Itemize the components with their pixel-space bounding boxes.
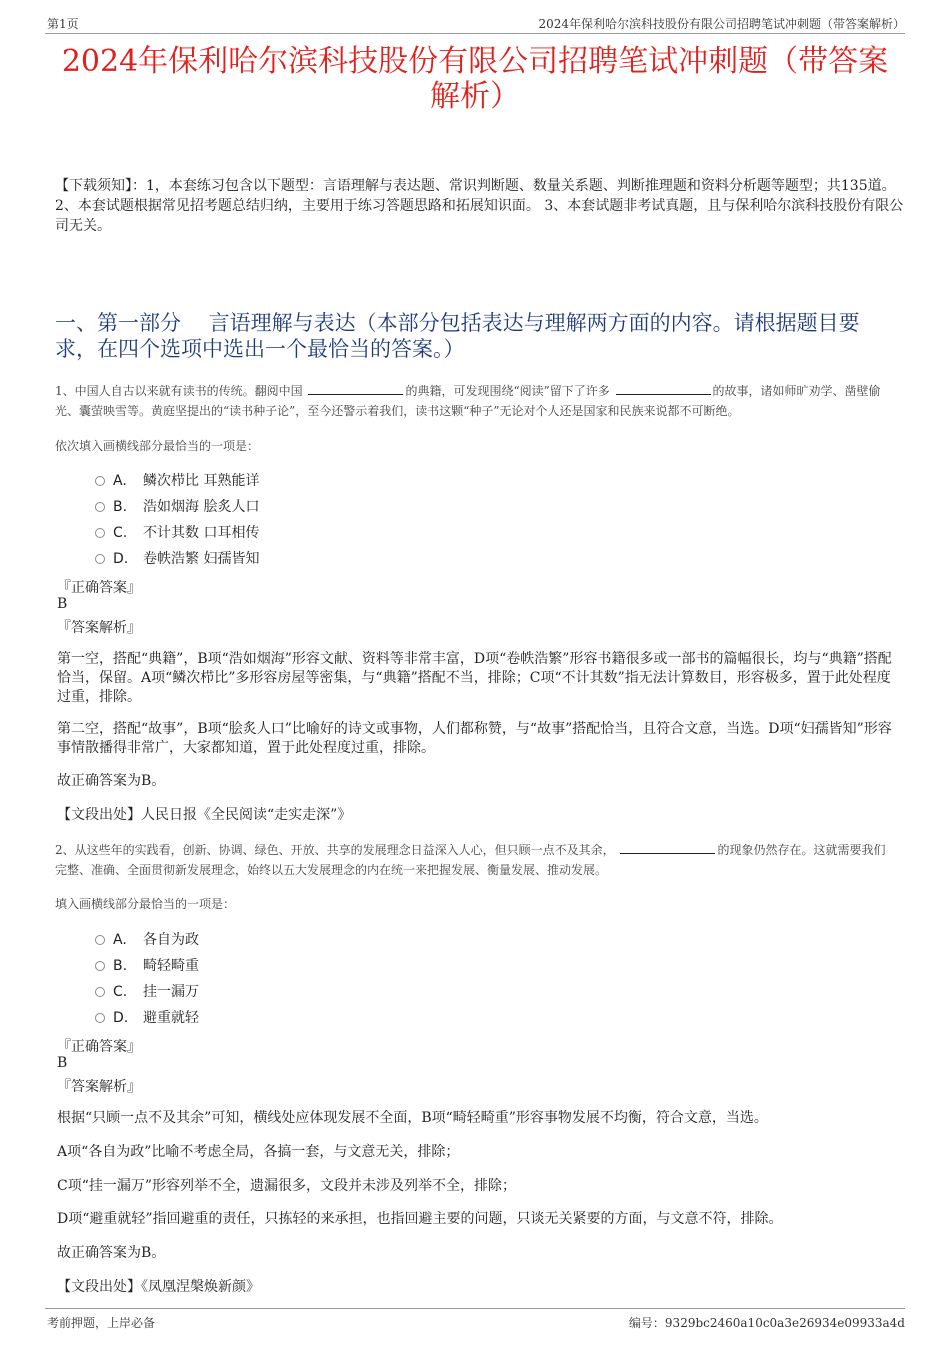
stem-part: 的典籍，可发现围绕“阅读”留下了许多 [405,384,614,398]
stem-part: 的故事，诸如师旷劝学、凿壁偷光、囊萤映雪等。黄庭坚提出的“读书种子论”，至今还警示着我们，读书这颗“种子”无论对个人还是国家和民族来说都不可断绝。 [55,384,881,418]
question-1-stem [55,381,895,421]
answer-label: 『正确答案』 [57,580,141,596]
analysis-paragraph: D项“避重就轻”指回避重的责任，只拣轻的来承担，也指回避主要的问题，只谈无关紧要的方面，与文意不符，排除。 [57,1211,783,1227]
option-text: 鳞次栉比 耳熟能详 [143,473,260,489]
option-letter: A. [113,473,127,489]
option-letter: C. [113,984,128,1000]
blank-line [620,841,715,854]
stem-part: 的现象仍然存在。这就需要我们完整、准确、全面贯彻新发展理念，始终以五大发展理念的内在统一来把握发展、衡量发展、推动发展。 [55,843,886,877]
option-text: 各自为政 [143,932,199,948]
option-text: 不计其数 口耳相传 [143,525,260,541]
document-title [40,44,910,114]
blank-line [616,382,711,395]
header-divider [45,33,905,34]
option-b[interactable] [95,956,199,976]
option-text: 挂一漏万 [143,984,199,1000]
blank-line [308,382,403,395]
section-heading: 一、第一部分 言语理解与表达（本部分包括表达与理解两方面的内容。请根据题目要求，在四个选项中选出一个最恰当的答案。） [55,311,860,361]
option-d[interactable] [95,1008,199,1028]
analysis-label: 『答案解析』 [57,620,141,636]
option-text: 畸轻畸重 [143,958,199,974]
stem-part: 2、从这些年的实践看，创新、协调、绿色、开放、共享的发展理念日益深入人心，但只顾一点不及其余， [55,843,619,857]
analysis-paragraph: 根据“只顾一点不及其余”可知，横线处应体现发展不全面，B项“畸轻畸重”形容事物发展不均衡，符合文意，当选。 [57,1110,768,1126]
option-d[interactable] [95,549,259,569]
option-b[interactable] [95,497,259,517]
source-citation: 【文段出处】人民日报《全民阅读“走实走深”》 [57,807,352,823]
option-text: 卷帙浩繁 妇孺皆知 [143,551,260,567]
radio-icon[interactable] [95,935,105,945]
radio-icon[interactable] [95,1013,105,1023]
radio-icon[interactable] [95,476,105,486]
radio-icon[interactable] [95,987,105,997]
option-text: 避重就轻 [143,1010,199,1026]
footer-slogan: 考前押题，上岸必备 [47,1316,156,1330]
radio-icon[interactable] [95,961,105,971]
option-letter: C. [113,525,128,541]
option-letter: B. [113,499,128,515]
answer-value: B [57,1055,68,1071]
option-letter: D. [113,1010,129,1026]
analysis-label: 『答案解析』 [57,1079,141,1095]
analysis-conclusion: 故正确答案为B。 [57,1245,166,1261]
page-number: 第1页 [47,17,79,31]
stem-part: 1、中国人自古以来就有读书的传统。翻阅中国 [55,384,307,398]
option-c[interactable] [95,523,259,543]
download-notice: 【下载须知】：1，本套练习包含以下题型：言语理解与表达题、常识判断题、数量关系题、判断推理题和资料分析题等题型；共135道。 2、本套试题根据常见招考题总结归纳，主要用于练习答题思路和拓展知识面。 3、本套试题非考试真题，且与保利哈尔滨科技股份有限公司无关。 [55,178,904,234]
answer-label: 『正确答案』 [57,1039,141,1055]
option-c[interactable] [95,982,199,1002]
analysis-paragraph: C项“挂一漏万”形容列举不全，遗漏很多，文段并未涉及列举不全，排除； [57,1178,517,1194]
title-line-2: 解析） [430,79,520,114]
question-2-prompt: 填入画横线部分最恰当的一项是： [55,897,236,911]
analysis-paragraph: 第二空，搭配“故事”，B项“脍炙人口”比喻好的诗文或事物，人们都称赞，与“故事”搭配恰当，且符合文意，当选。D项“妇孺皆知”形容事情散播得非常广，大家都知道，置于此处程度过重，排除。 [57,721,892,756]
radio-icon[interactable] [95,502,105,512]
option-a[interactable] [95,471,259,491]
option-letter: B. [113,958,128,974]
option-letter: A. [113,932,127,948]
analysis-paragraph: A项“各自为政”比喻不考虑全局，各搞一套，与文意无关，排除； [57,1144,460,1160]
source-citation: 【文段出处】《凤凰涅槃焕新颜》 [57,1279,260,1295]
radio-icon[interactable] [95,554,105,564]
analysis-paragraph: 第一空，搭配“典籍”，B项“浩如烟海”形容文献、资料等非常丰富，D项“卷帙浩繁”形容书籍很多或一部书的篇幅很长，均与“典籍”搭配恰当，保留。A项“鳞次栉比”多形容房屋等密集，与“典籍”搭配不当，排除；C项“不计其数”指无法计算数目，形容极多，置于此处程度过重，排除。 [57,651,892,705]
header-title: 2024年保利哈尔滨科技股份有限公司招聘笔试冲刺题（带答案解析） [538,17,905,31]
answer-value: B [57,596,68,612]
option-text: 浩如烟海 脍炙人口 [143,499,260,515]
footer-serial: 编号：9329bc2460a10c0a3e26934e09933a4d [628,1316,905,1330]
option-a[interactable] [95,930,199,950]
radio-icon[interactable] [95,528,105,538]
title-line-1: 2024年保利哈尔滨科技股份有限公司招聘笔试冲刺题（带答案 [61,44,889,79]
analysis-conclusion: 故正确答案为B。 [57,773,166,789]
option-letter: D. [113,551,129,567]
question-1-prompt: 依次填入画横线部分最恰当的一项是： [55,439,260,453]
question-2-stem [55,840,895,880]
footer-divider [45,1308,905,1309]
